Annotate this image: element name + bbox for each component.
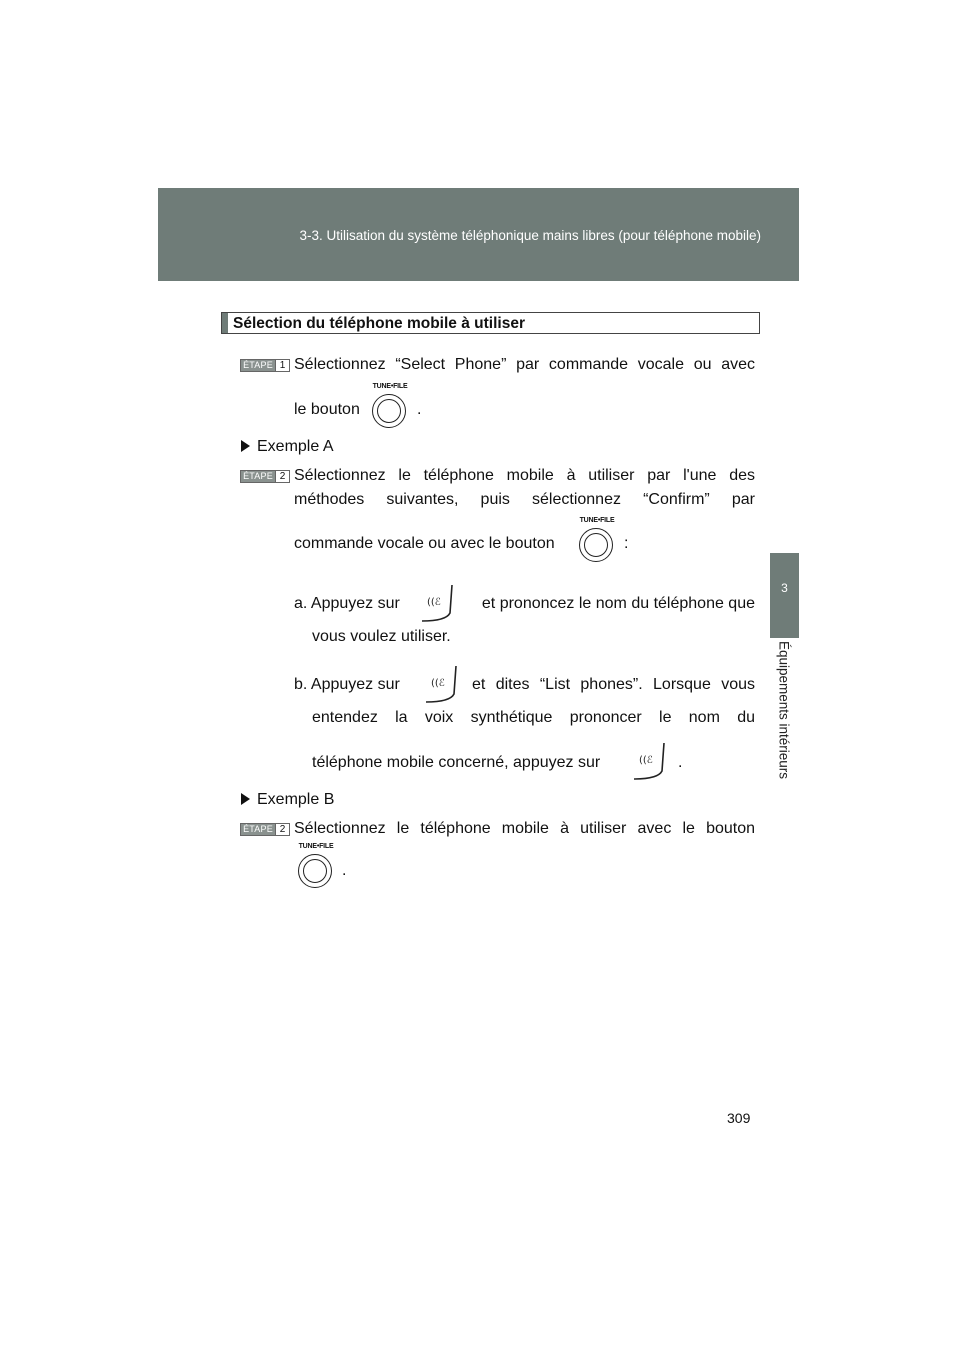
step2a-line2: méthodes suivantes, puis sélectionnez “Confirm” par <box>294 491 755 508</box>
option-b-line2: entendez la voix synthétique prononcer le nom du <box>312 709 755 726</box>
tune-file-knob-icon <box>577 517 617 569</box>
option-a-before: a. Appuyez sur <box>294 595 400 612</box>
option-b-line3-after: . <box>678 754 683 771</box>
example-b-label: Exemple B <box>257 791 335 808</box>
step-badge-2b <box>240 823 290 836</box>
knob-caption: TUNE•FILE <box>298 843 334 850</box>
step1-line1: Sélectionnez “Select Phone” par commande vocale ou avec <box>294 356 755 373</box>
page-number: 309 <box>727 1110 751 1126</box>
svg-text:((ℰ: ((ℰ <box>639 755 653 766</box>
svg-text:((ℰ: ((ℰ <box>427 597 441 608</box>
option-b-line3-before: téléphone mobile concerné, appuyez sur <box>312 754 601 771</box>
step2a-line3-before: commande vocale ou avec le bouton <box>294 535 555 552</box>
step2b-line1: Sélectionnez le téléphone mobile à utiliser avec le bouton <box>294 820 755 837</box>
knob-inner-ring <box>303 859 327 883</box>
knob-inner-ring <box>584 533 608 557</box>
knob-inner-ring <box>377 399 401 423</box>
option-b-after: et dites “List phones”. Lorsque vous <box>472 676 755 693</box>
step2a-line1: Sélectionnez le téléphone mobile à utiliser par l'une des <box>294 467 755 484</box>
step-badge-number: 1 <box>275 360 289 371</box>
knob-caption: TUNE•FILE <box>372 383 408 390</box>
step-badge-label: ÉTAPE <box>243 471 273 481</box>
talk-switch-icon <box>630 741 670 781</box>
tune-file-knob-icon <box>370 383 410 435</box>
step-badge-2a <box>240 470 290 483</box>
section-heading-bar <box>222 313 228 333</box>
step-badge-number: 2 <box>275 471 289 482</box>
step-badge-label: ÉTAPE <box>243 824 273 834</box>
option-b-before: b. Appuyez sur <box>294 676 400 693</box>
svg-text:((ℰ: ((ℰ <box>431 678 445 689</box>
chapter-tab <box>770 553 799 638</box>
step-badge-1 <box>240 359 290 372</box>
step2a-line3-after: : <box>624 535 629 552</box>
step2b-line2-after: . <box>342 862 347 879</box>
step-badge-number: 2 <box>275 824 289 835</box>
triangle-right-icon <box>241 440 250 452</box>
knob-caption: TUNE•FILE <box>579 517 615 524</box>
step-badge-label: ÉTAPE <box>243 360 273 370</box>
talk-switch-icon <box>422 664 462 704</box>
header-title: 3-3. Utilisation du système téléphonique mains libres (pour téléphone mobile) <box>299 228 761 243</box>
step1-line2-after: . <box>417 401 422 418</box>
triangle-right-icon <box>241 793 250 805</box>
chapter-label: Équipements intérieurs <box>776 640 792 780</box>
chapter-number: 3 <box>781 581 788 595</box>
option-a-line2: vous voulez utiliser. <box>312 628 451 645</box>
section-title: Sélection du téléphone mobile à utiliser <box>233 315 525 332</box>
header-band <box>158 188 799 281</box>
tune-file-knob-icon <box>296 843 336 895</box>
talk-switch-icon <box>418 583 458 623</box>
option-a-after: et prononcez le nom du téléphone que <box>481 595 755 612</box>
example-a-label: Exemple A <box>257 438 334 455</box>
section-heading <box>221 312 760 334</box>
step1-line2-before: le bouton <box>294 401 360 418</box>
